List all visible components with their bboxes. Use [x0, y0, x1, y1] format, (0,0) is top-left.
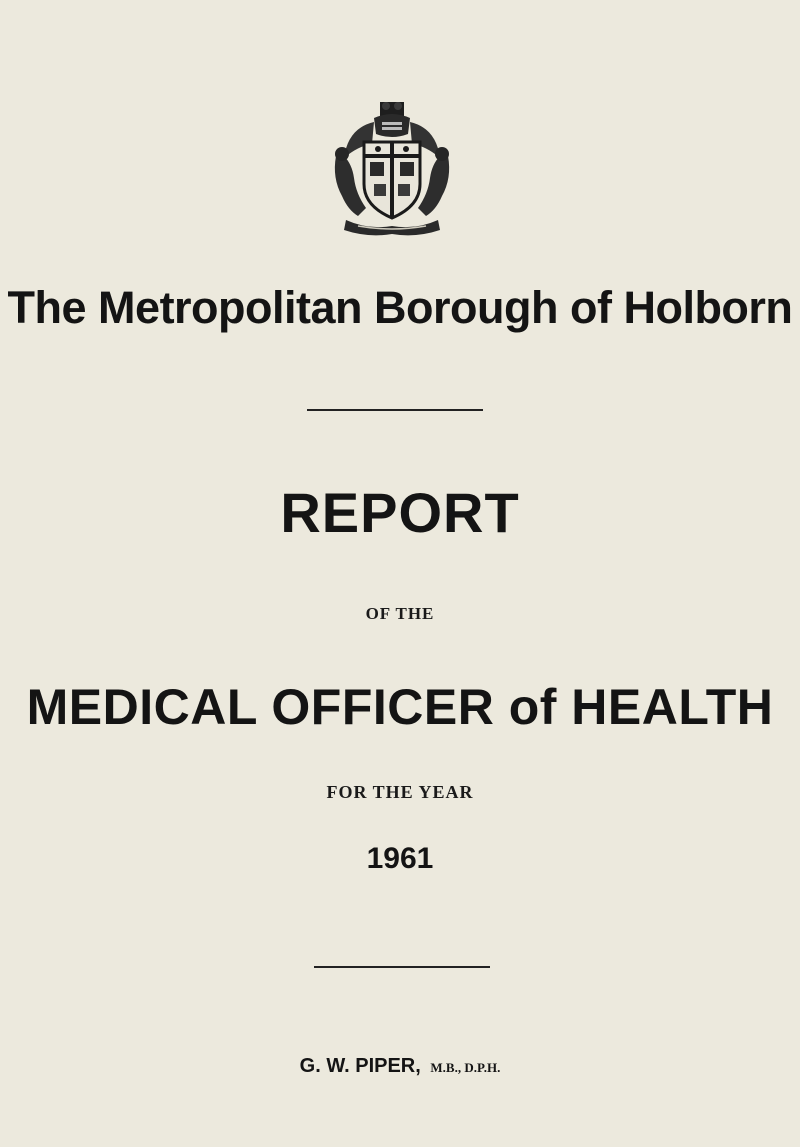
divider-rule-top — [307, 409, 483, 411]
borough-title: The Metropolitan Borough of Holborn — [7, 282, 793, 333]
divider-rule-bottom — [314, 966, 490, 968]
report-heading: REPORT — [280, 481, 520, 544]
report-year: 1961 — [366, 842, 434, 875]
of-the-text: OF THE — [365, 604, 435, 623]
author-line — [0, 1055, 800, 1078]
author-qualifications: M.B., D.P.H. — [430, 1060, 501, 1075]
borough-coat-of-arms-icon — [328, 98, 456, 238]
for-the-year-text: FOR THE YEAR — [326, 782, 474, 802]
officer-title: MEDICAL OFFICER of HEALTH — [26, 679, 774, 735]
author-name: G. W. PIPER, — [299, 1055, 421, 1077]
